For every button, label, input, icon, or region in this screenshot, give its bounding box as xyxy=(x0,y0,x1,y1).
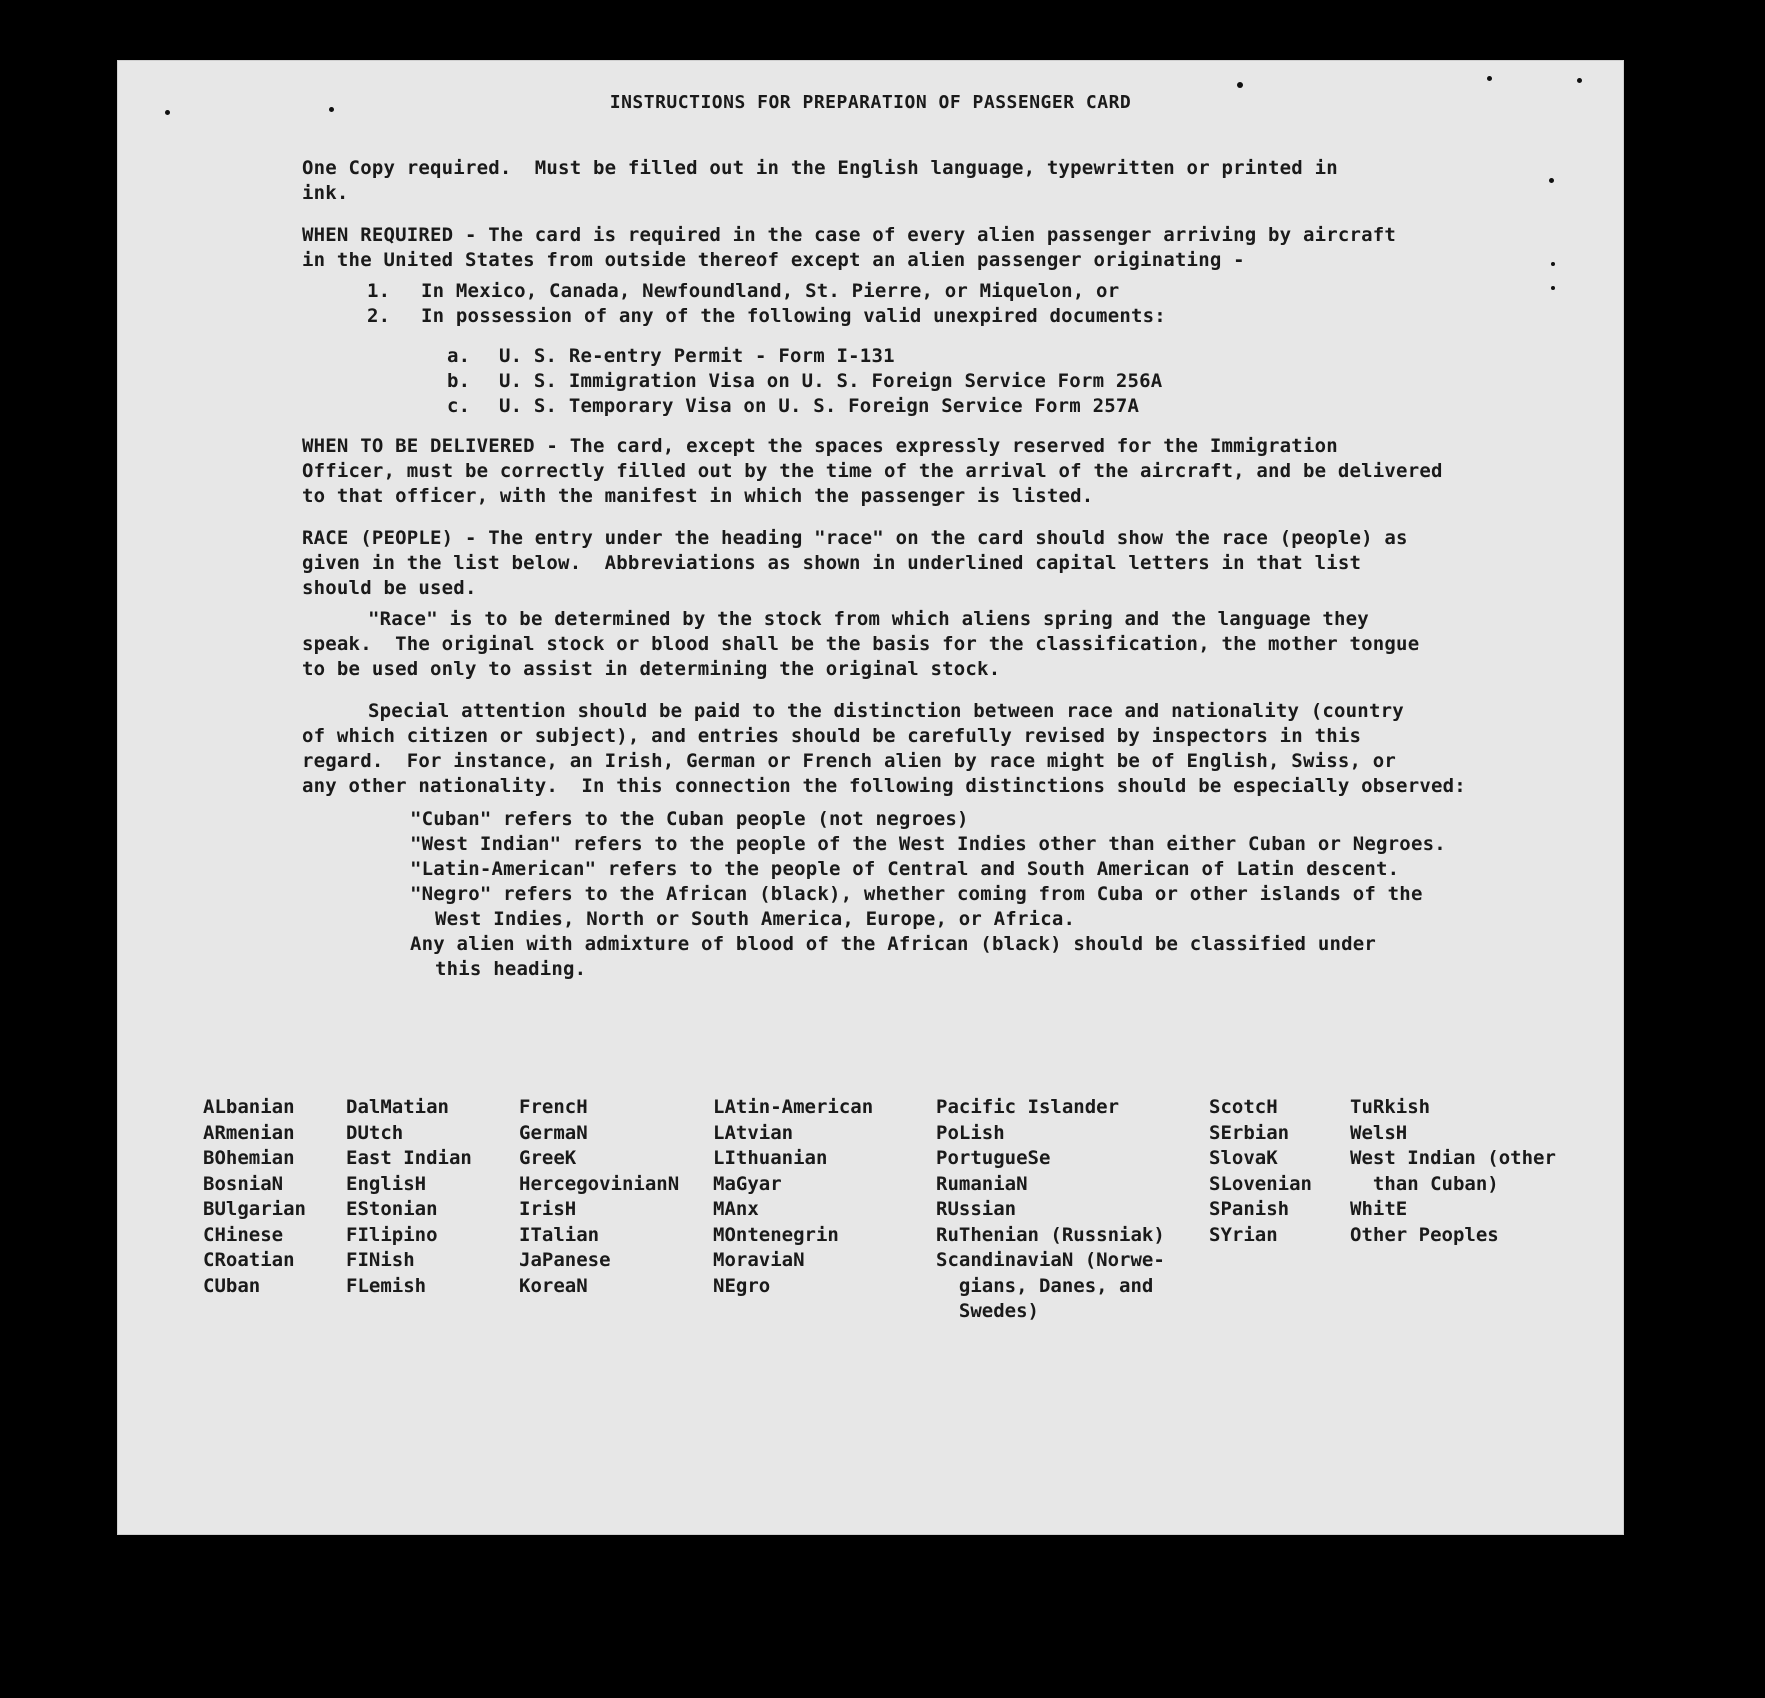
list-letter: a. xyxy=(447,345,471,367)
list-text: In possession of any of the following valid unexpired documents: xyxy=(421,305,1166,327)
race-item: SErbian xyxy=(1209,1121,1290,1144)
race-item: CHinese xyxy=(203,1223,284,1246)
race-item: NEgro xyxy=(713,1274,771,1297)
race-column xyxy=(203,1095,306,1299)
document-body xyxy=(302,156,1602,982)
list-letter: c. xyxy=(447,395,471,417)
special-attention-paragraph: Special attention should be paid to the distinction between race and nationality (country of which citizen or subject), and entries should be carefully revised by inspectors in this regard. For instance, an Irish, German or French alien by race might be of English, Swiss, or any other nationality. In this connection the following distinctions should be especially observed: xyxy=(302,700,1466,797)
when-delivered-paragraph: WHEN TO BE DELIVERED - The card, except the spaces expressly reserved for the Immigration Officer, must be correctly filled out by the time of the arrival of the aircraft, and be delivered to that officer, with the manifest in which the passenger is listed. xyxy=(302,435,1443,507)
race-item: FIlipino xyxy=(346,1223,438,1246)
race-item: than Cuban) xyxy=(1350,1172,1499,1195)
race-item: IrisH xyxy=(519,1198,577,1220)
race-item: MoraviaN xyxy=(713,1249,805,1271)
race-item: SPanish xyxy=(1209,1198,1290,1220)
list-letter: b. xyxy=(447,370,471,392)
race-item: EStonian xyxy=(346,1198,438,1220)
race-item: gians, Danes, and xyxy=(936,1274,1154,1297)
list-text: U. S. Re-entry Permit - Form I-131 xyxy=(499,345,895,367)
race-column xyxy=(1350,1095,1556,1248)
list-item xyxy=(367,304,1602,329)
race-column xyxy=(713,1095,873,1299)
race-item: West Indian (other xyxy=(1350,1147,1556,1169)
distinction-item: "Latin-American" refers to the people of Central and South American of Latin descent. xyxy=(410,858,1400,880)
race-item: ScotcH xyxy=(1209,1096,1278,1118)
document-title: INSTRUCTIONS FOR PREPARATION OF PASSENGER CARD xyxy=(609,92,1132,113)
list-text: In Mexico, Canada, Newfoundland, St. Pierre, or Miquelon, or xyxy=(421,280,1120,302)
race-item: RumaniaN xyxy=(936,1172,1028,1195)
race-item: ALbanian xyxy=(203,1096,295,1118)
list-item xyxy=(447,344,1602,369)
race-item: ARmenian xyxy=(203,1121,295,1144)
race-item: BOhemian xyxy=(203,1147,295,1169)
race-item: CRoatian xyxy=(203,1249,295,1271)
race-column xyxy=(1209,1095,1312,1248)
race-item: LAtin-American xyxy=(713,1096,874,1118)
distinction-item: Any alien with admixture of blood of the African (black) should be classified under this heading. xyxy=(410,933,1377,980)
race-item: Pacific Islander xyxy=(936,1096,1120,1118)
race-item: DUtch xyxy=(346,1121,404,1144)
scan-speck xyxy=(1549,178,1554,183)
race-item: LAtvian xyxy=(713,1121,794,1144)
race-item: East Indian xyxy=(346,1147,472,1169)
race-item: MaGyar xyxy=(713,1172,782,1195)
race-item: BosniaN xyxy=(203,1172,284,1195)
race-item: RuThenian (Russniak) xyxy=(936,1223,1165,1246)
document-page xyxy=(117,60,1624,1535)
race-item: SLovenian xyxy=(1209,1172,1312,1195)
race-definition-paragraph: "Race" is to be determined by the stock from which aliens spring and the language they speak. The original stock or blood shall be the basis for the classification, the mother tongue to be used only to assist in determining the original stock. xyxy=(302,608,1420,680)
race-item: RUssian xyxy=(936,1198,1017,1220)
scan-speck xyxy=(329,107,334,112)
scan-speck xyxy=(1551,286,1555,290)
race-item: MAnx xyxy=(713,1198,759,1220)
list-text: U. S. Immigration Visa on U. S. Foreign Service Form 256A xyxy=(499,370,1163,392)
race-item: MOntenegrin xyxy=(713,1223,839,1246)
distinction-item: "West Indian" refers to the people of the West Indies other than either Cuban or Negroes. xyxy=(410,833,1446,855)
race-item: PortugueSe xyxy=(936,1147,1051,1169)
race-item: TuRkish xyxy=(1350,1096,1431,1118)
race-item: CUban xyxy=(203,1274,261,1297)
distinction-item: "Cuban" refers to the Cuban people (not negroes) xyxy=(410,808,969,830)
race-item: HercegovinianN xyxy=(519,1172,680,1195)
race-column xyxy=(519,1095,679,1299)
race-item: GreeK xyxy=(519,1147,577,1169)
list-item xyxy=(367,279,1602,304)
race-item: FINish xyxy=(346,1249,415,1271)
origin-list xyxy=(367,279,1602,329)
scan-speck xyxy=(1551,262,1555,266)
race-item: FLemish xyxy=(346,1274,427,1297)
scan-speck xyxy=(165,110,170,115)
race-item: SlovaK xyxy=(1209,1147,1278,1169)
race-item: FrencH xyxy=(519,1096,588,1118)
race-item: ScandinaviaN (Norwe- xyxy=(936,1249,1165,1271)
race-item: DalMatian xyxy=(346,1096,449,1118)
list-number: 2. xyxy=(367,305,391,327)
when-required-paragraph: WHEN REQUIRED - The card is required in the case of every alien passenger arriving by aircraft in the United States from outside thereof except an alien passenger originating - xyxy=(302,224,1397,271)
intro-paragraph: One Copy required. Must be filled out in the English language, typewritten or printed in ink. xyxy=(302,157,1338,204)
race-item: LIthuanian xyxy=(713,1147,828,1169)
race-item: GermaN xyxy=(519,1121,588,1144)
scan-speck xyxy=(1577,78,1582,83)
list-item xyxy=(447,369,1602,394)
race-item: JaPanese xyxy=(519,1249,611,1271)
distinctions-list xyxy=(410,807,1602,982)
race-item: ITalian xyxy=(519,1223,600,1246)
list-item xyxy=(447,394,1602,419)
race-item: WelsH xyxy=(1350,1121,1408,1144)
race-item: KoreaN xyxy=(519,1274,588,1297)
scan-speck xyxy=(1237,82,1243,88)
documents-list xyxy=(447,344,1602,419)
race-item: WhitE xyxy=(1350,1198,1408,1220)
race-item: PoLish xyxy=(936,1121,1005,1144)
race-item: BUlgarian xyxy=(203,1198,306,1220)
race-item: Swedes) xyxy=(936,1300,1039,1322)
list-text: U. S. Temporary Visa on U. S. Foreign Service Form 257A xyxy=(499,395,1140,417)
scan-speck xyxy=(1487,76,1492,81)
race-item: Other Peoples xyxy=(1350,1223,1499,1246)
list-number: 1. xyxy=(367,280,391,302)
distinction-item: "Negro" refers to the African (black), whether coming from Cuba or other islands of the West Indies, North or South America, Europe, or Africa. xyxy=(410,883,1423,930)
race-people-paragraph: RACE (PEOPLE) - The entry under the heading "race" on the card should show the race (people) as given in the list below. Abbreviations as shown in underlined capital letters in that list should be used. xyxy=(302,527,1408,599)
race-column xyxy=(936,1095,1165,1325)
race-column xyxy=(346,1095,472,1299)
race-item: SYrian xyxy=(1209,1223,1278,1246)
race-item: EnglisH xyxy=(346,1172,427,1195)
